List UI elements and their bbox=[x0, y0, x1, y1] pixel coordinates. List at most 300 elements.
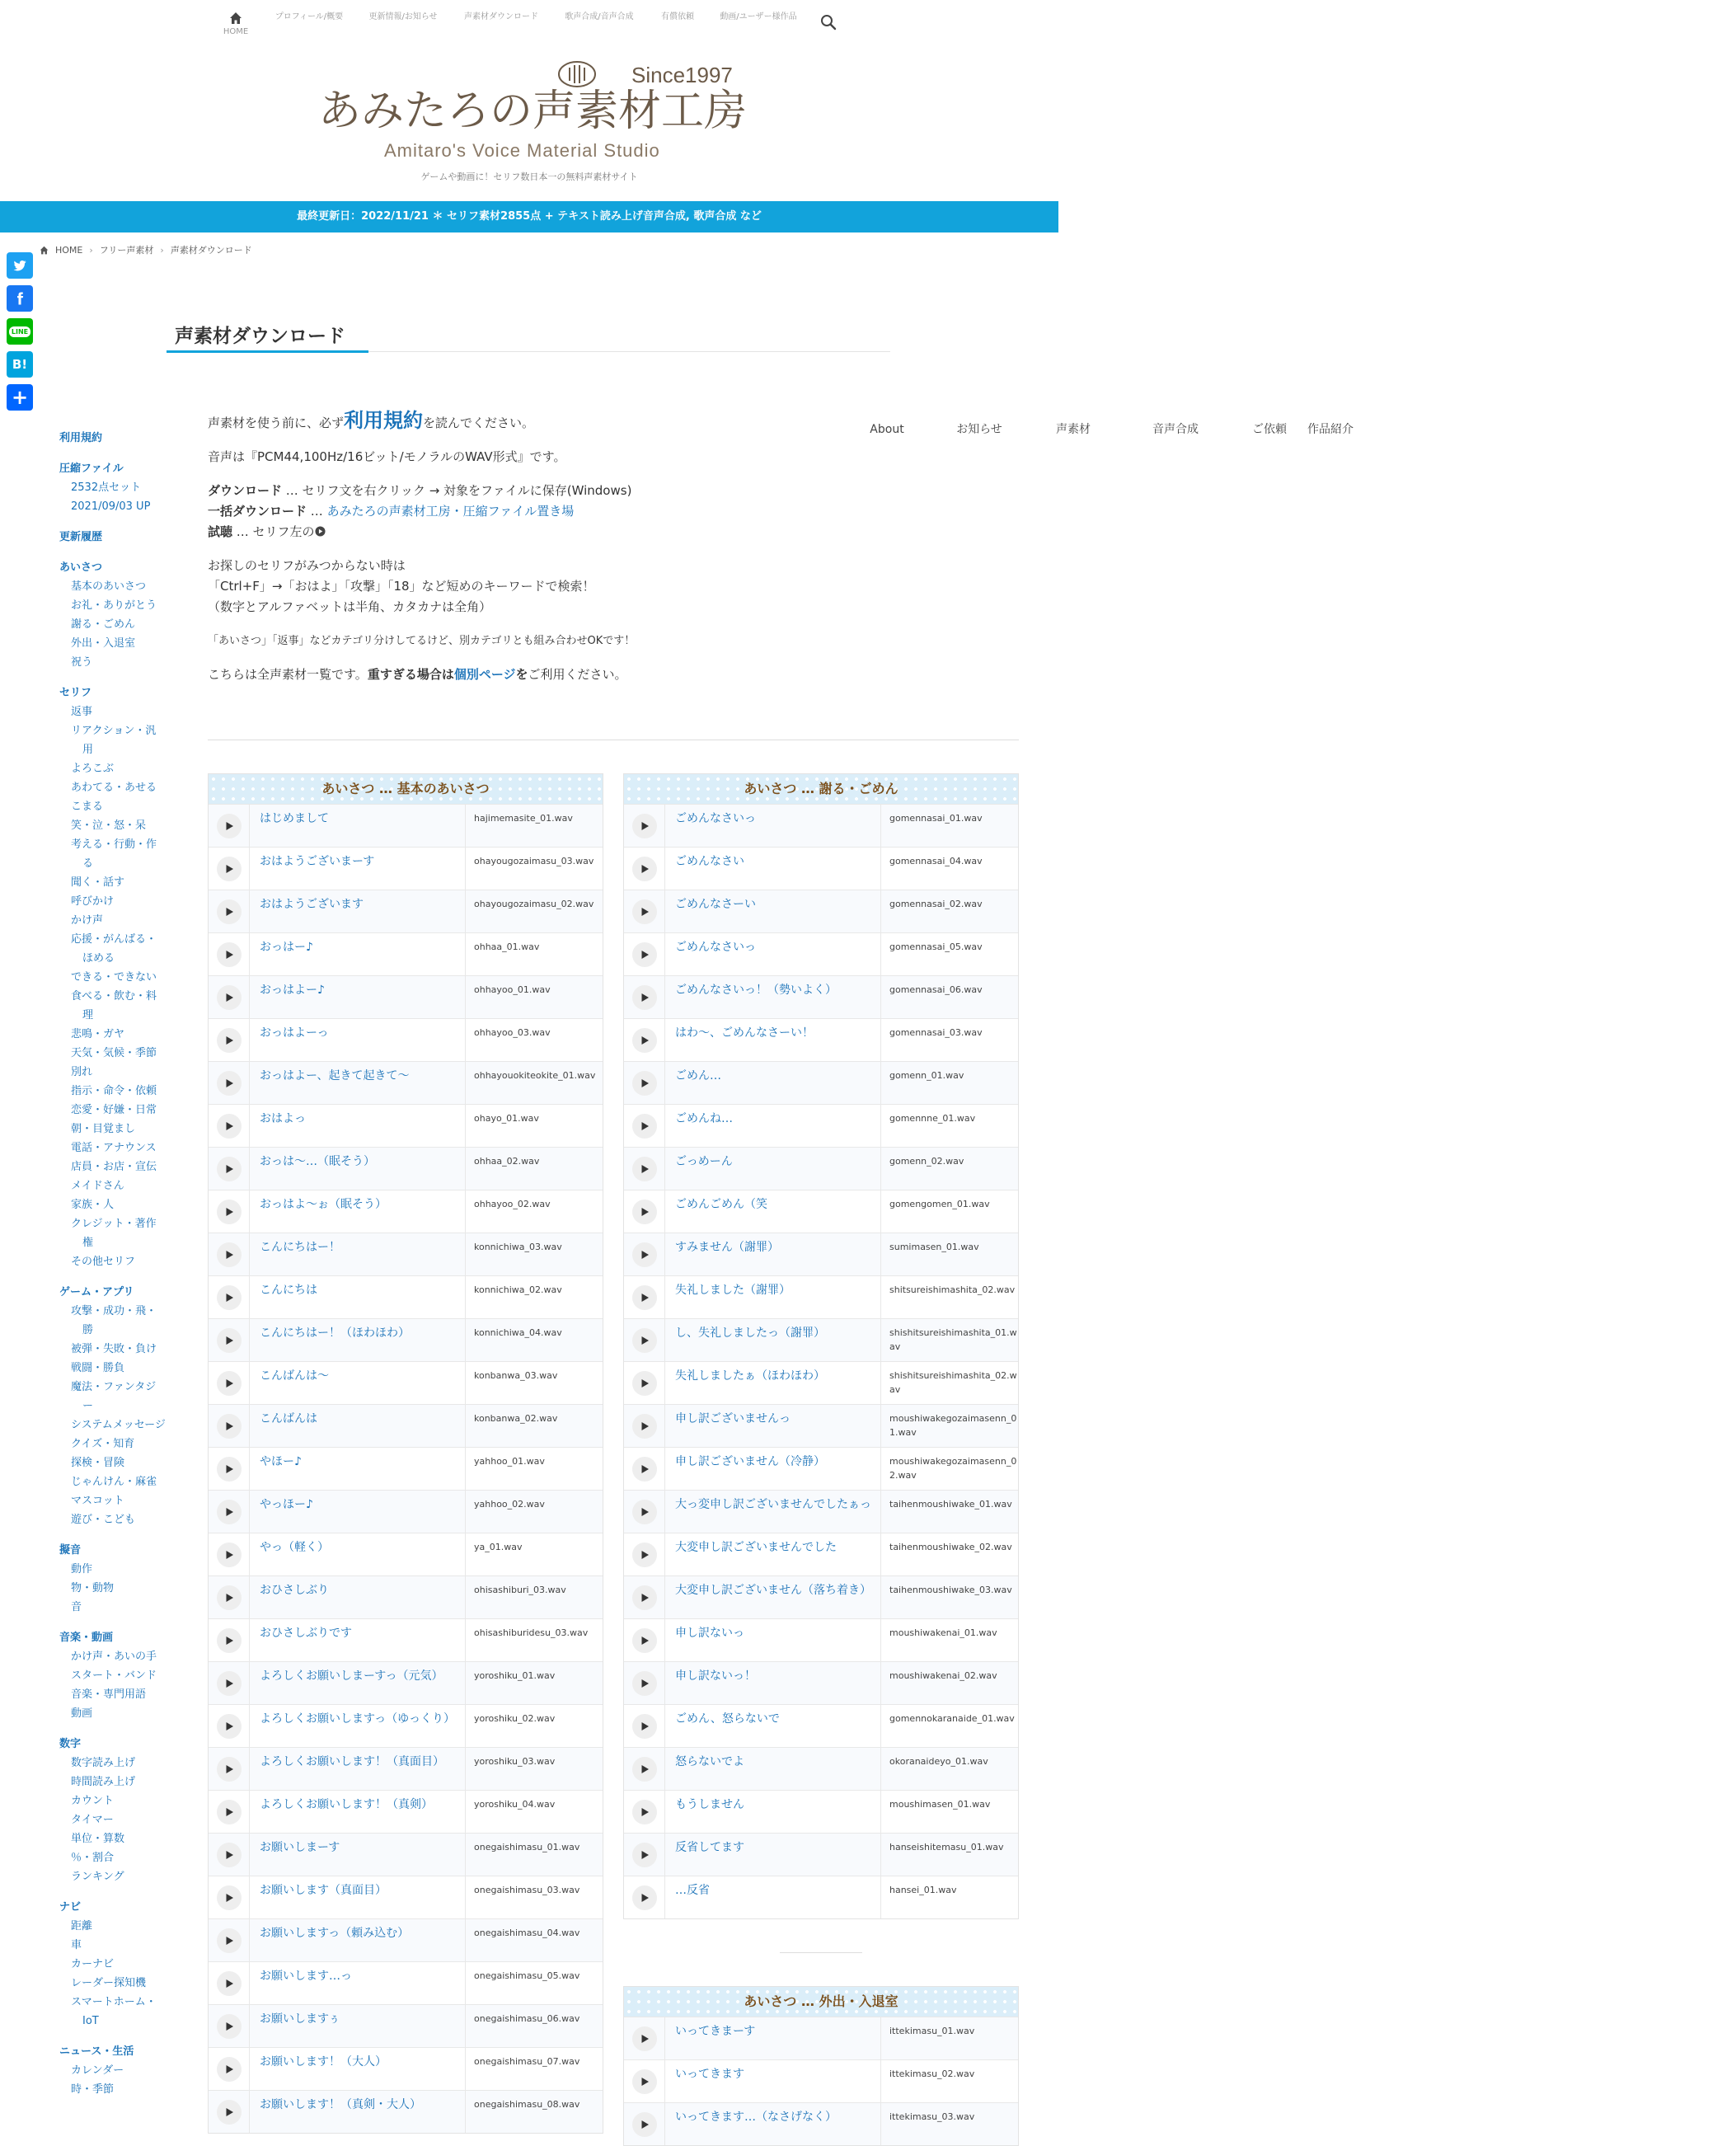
play-button[interactable] bbox=[632, 1671, 657, 1696]
voice-filename: onegaishimasu_08.wav bbox=[474, 2099, 580, 2110]
play-icon bbox=[640, 1550, 650, 1560]
play-icon bbox=[224, 1721, 234, 1731]
play-button[interactable] bbox=[217, 899, 242, 924]
play-button[interactable] bbox=[632, 1114, 657, 1139]
voice-line-link[interactable]: お願いします！（大人） bbox=[250, 2048, 466, 2090]
voice-line-link[interactable]: ごっめーん bbox=[665, 1148, 881, 1190]
table-row bbox=[624, 932, 1018, 975]
table-row bbox=[624, 1833, 1018, 1876]
play-button[interactable] bbox=[632, 1328, 657, 1353]
play-button[interactable] bbox=[632, 1885, 657, 1910]
play-button[interactable] bbox=[217, 1714, 242, 1739]
play-button[interactable] bbox=[632, 1071, 657, 1096]
play-cell bbox=[209, 933, 250, 975]
play-cell bbox=[624, 1662, 665, 1704]
nav-about-label: About bbox=[870, 423, 904, 436]
play-icon bbox=[224, 1936, 234, 1946]
voice-line-link[interactable]: おはようございます bbox=[250, 890, 466, 932]
voice-line-link[interactable]: お願いしますっ（頼み込む） bbox=[250, 1919, 466, 1961]
play-cell bbox=[624, 1362, 665, 1404]
table-row bbox=[209, 1190, 603, 1233]
play-button[interactable] bbox=[217, 1671, 242, 1696]
voice-filename: ohhaa_01.wav bbox=[474, 942, 540, 952]
play-icon bbox=[640, 1721, 650, 1731]
page-title: 声素材ダウンロード bbox=[175, 326, 345, 347]
play-icon bbox=[640, 1250, 650, 1260]
sidebar-item[interactable]: 数字読み上げ bbox=[71, 1757, 136, 1769]
sidebar-item[interactable]: よろこぶ bbox=[71, 763, 115, 775]
voice-filename: ohayougozaimasu_03.wav bbox=[474, 856, 594, 866]
sidebar-item[interactable]: 別れ bbox=[71, 1066, 93, 1078]
play-button[interactable] bbox=[632, 1414, 657, 1439]
voice-line-link[interactable]: ごめん… bbox=[665, 1062, 881, 1104]
voice-line-link[interactable]: よろしくお願いします！（真剣） bbox=[250, 1791, 466, 1833]
plus-icon: + bbox=[11, 386, 29, 409]
play-icon bbox=[224, 1764, 234, 1774]
voice-line-link[interactable]: 申し訳ございません（冷静） bbox=[665, 1448, 881, 1490]
play-button[interactable] bbox=[217, 1157, 242, 1181]
sidebar-item[interactable]: スマートホーム・IoT bbox=[71, 1996, 157, 2027]
play-button[interactable] bbox=[217, 1200, 242, 1224]
play-button[interactable] bbox=[632, 1714, 657, 1739]
voice-line-link[interactable]: いってきます bbox=[665, 2060, 881, 2102]
voice-line-link[interactable]: おっはよー、起きて起きて～ bbox=[250, 1062, 466, 1104]
sidebar-item[interactable]: 被弾・失敗・負け bbox=[71, 1343, 157, 1355]
sidebar-item[interactable]: 動作 bbox=[71, 1563, 93, 1575]
play-icon bbox=[640, 2120, 650, 2130]
table-row bbox=[209, 1147, 603, 1190]
sidebar-item[interactable]: かけ声・あいの手 bbox=[71, 1651, 157, 1663]
voice-filename: hansei_01.wav bbox=[889, 1885, 957, 1895]
sidebar-category[interactable]: 擬音 bbox=[59, 1544, 82, 1557]
sidebar-item[interactable]: 天気・気候・季節 bbox=[71, 1047, 157, 1059]
table-row bbox=[209, 1918, 603, 1961]
table-row bbox=[624, 1190, 1018, 1233]
sidebar-item[interactable]: 応援・がんばる・ほめる bbox=[71, 933, 157, 965]
voice-line-link[interactable]: おっはよーっ bbox=[250, 1019, 466, 1061]
voice-line-link[interactable]: ごめんなさいっ bbox=[665, 805, 881, 847]
nav-works-sub: 動画/ユーザー様作品 bbox=[720, 12, 797, 21]
sidebar-item[interactable]: リアクション・汎用 bbox=[71, 725, 157, 756]
play-button[interactable] bbox=[632, 1843, 657, 1867]
voice-line-link[interactable]: やほー♪ bbox=[250, 1448, 466, 1490]
voice-filename: gomennasai_01.wav bbox=[889, 813, 983, 824]
breadcrumb-free-voice[interactable]: フリー声素材 bbox=[99, 245, 154, 256]
sidebar-item[interactable]: 2532点セット bbox=[71, 481, 142, 494]
play-button[interactable] bbox=[632, 985, 657, 1010]
sidebar-category[interactable]: 数字 bbox=[59, 1738, 82, 1750]
play-icon bbox=[224, 1636, 234, 1646]
play-icon bbox=[224, 821, 234, 831]
play-button[interactable] bbox=[217, 1028, 242, 1053]
play-cell bbox=[209, 1019, 250, 1061]
voice-line-link[interactable]: こんにちはー！（ほわほわ） bbox=[250, 1319, 466, 1361]
play-button[interactable] bbox=[632, 1585, 657, 1610]
sidebar-item[interactable]: あわてる・あせる bbox=[71, 782, 157, 794]
play-button[interactable] bbox=[217, 1971, 242, 1996]
sidebar-item[interactable]: ％・割合 bbox=[71, 1852, 115, 1864]
nav-home[interactable] bbox=[219, 12, 252, 38]
sidebar-item[interactable]: 店員・お店・宣伝 bbox=[71, 1161, 157, 1173]
voice-line-link[interactable]: お願いしますぅ bbox=[250, 2005, 466, 2047]
play-button[interactable] bbox=[632, 1628, 657, 1653]
sidebar-item[interactable]: 音 bbox=[71, 1601, 82, 1613]
sidebar-item[interactable]: 家族・人 bbox=[71, 1199, 115, 1211]
play-button[interactable] bbox=[217, 814, 242, 838]
search-tip-3: （数字とアルファベットは半角、カタカナは全角） bbox=[208, 599, 492, 614]
play-button[interactable] bbox=[217, 1843, 242, 1867]
sidebar-item[interactable]: メイドさん bbox=[71, 1180, 124, 1192]
play-icon bbox=[224, 2064, 234, 2074]
voice-line-link[interactable]: 大変申し訳ございませんでした bbox=[665, 1533, 881, 1575]
table-row bbox=[624, 1490, 1018, 1533]
voice-line-link[interactable]: お願いします（真面目） bbox=[250, 1876, 466, 1918]
breadcrumb-current: 声素材ダウンロード bbox=[170, 245, 252, 256]
voice-line-link[interactable]: 申し訳ないっ bbox=[665, 1619, 881, 1661]
play-icon bbox=[224, 1336, 234, 1345]
play-button[interactable] bbox=[217, 1800, 242, 1824]
play-button[interactable] bbox=[217, 1371, 242, 1396]
voice-line-link[interactable]: 申し訳ないっ！ bbox=[665, 1662, 881, 1704]
play-icon bbox=[224, 1250, 234, 1260]
sidebar-item[interactable]: 動画 bbox=[71, 1707, 93, 1720]
voice-line-link[interactable]: ごめんなさいっ bbox=[665, 933, 881, 975]
voice-filename: yoroshiku_01.wav bbox=[474, 1670, 556, 1681]
play-button[interactable] bbox=[632, 1285, 657, 1310]
play-cell bbox=[209, 1748, 250, 1790]
sidebar-item[interactable]: かけ声 bbox=[71, 914, 104, 927]
sidebar-item[interactable]: クレジット・著作権 bbox=[71, 1218, 157, 1249]
play-button[interactable] bbox=[217, 857, 242, 881]
play-button[interactable] bbox=[217, 1242, 242, 1267]
play-cell bbox=[209, 1962, 250, 2004]
voice-line-link[interactable]: おはようございまーす bbox=[250, 848, 466, 890]
voice-line-link[interactable]: お願いします…っ bbox=[250, 1962, 466, 2004]
table-row bbox=[624, 1061, 1018, 1104]
sidebar-item[interactable]: クイズ・知育 bbox=[71, 1438, 135, 1450]
play-button[interactable] bbox=[217, 1285, 242, 1310]
sidebar-item[interactable]: 攻撃・成功・飛・勝 bbox=[71, 1305, 157, 1336]
sidebar-item[interactable]: 魔法・ファンタジー bbox=[71, 1381, 157, 1412]
sidebar-item[interactable]: スタート・バンド bbox=[71, 1669, 157, 1682]
play-button[interactable] bbox=[632, 1757, 657, 1782]
sidebar-category[interactable]: ニュース・生活 bbox=[59, 2045, 134, 2058]
sidebar-item[interactable]: 音楽・専門用語 bbox=[71, 1688, 147, 1701]
voice-line-link[interactable]: はじめまして bbox=[250, 805, 466, 847]
search-icon[interactable] bbox=[819, 13, 838, 31]
sidebar-item[interactable]: カレンダー bbox=[71, 2064, 124, 2077]
sidebar-item[interactable]: 朝・目覚まし bbox=[71, 1123, 136, 1135]
voice-filename: onegaishimasu_01.wav bbox=[474, 1842, 580, 1853]
sidebar-category[interactable]: ゲーム・アプリ bbox=[59, 1286, 134, 1298]
sidebar-item[interactable]: 車 bbox=[71, 1939, 82, 1951]
play-button[interactable] bbox=[632, 814, 657, 838]
play-cell bbox=[209, 1791, 250, 1833]
sidebar-item[interactable]: 悲鳴・ガヤ bbox=[71, 1028, 125, 1040]
sidebar-category[interactable]: ナビ bbox=[59, 1901, 82, 1914]
table-row bbox=[209, 932, 603, 975]
voice-line-link[interactable]: いってきます…（なさげなく） bbox=[665, 2103, 881, 2145]
sidebar-item[interactable]: じゃんけん・麻雀 bbox=[71, 1476, 157, 1488]
table-row bbox=[209, 847, 603, 890]
play-icon bbox=[640, 1807, 650, 1817]
play-cell bbox=[209, 1276, 250, 1318]
nav-request-label: ご依頼 bbox=[1252, 423, 1287, 436]
play-button[interactable] bbox=[632, 1457, 657, 1482]
play-button[interactable] bbox=[217, 1757, 242, 1782]
play-button[interactable] bbox=[217, 985, 242, 1010]
play-button[interactable] bbox=[217, 1114, 242, 1139]
voice-line-link[interactable]: 反省してます bbox=[665, 1834, 881, 1876]
play-icon bbox=[640, 1764, 650, 1774]
sidebar-item[interactable]: こまる bbox=[71, 801, 104, 813]
sidebar-item[interactable]: マスコット bbox=[71, 1495, 124, 1507]
sidebar-item[interactable]: 食べる・飲む・料理 bbox=[71, 990, 157, 1021]
play-button[interactable] bbox=[217, 1543, 242, 1567]
voice-line-link[interactable]: おっは～…（眠そう） bbox=[250, 1148, 466, 1190]
voice-filename: ittekimasu_01.wav bbox=[889, 2026, 975, 2036]
voice-line-link[interactable]: し、失礼しましたっ（謝罪） bbox=[665, 1319, 881, 1361]
voice-line-link[interactable]: こんばんは～ bbox=[250, 1362, 466, 1404]
sidebar-item[interactable]: 祝う bbox=[71, 656, 93, 669]
table-row bbox=[624, 1618, 1018, 1661]
voice-line-link[interactable]: …反省 bbox=[665, 1876, 881, 1918]
table-row bbox=[209, 804, 603, 847]
sidebar-item[interactable]: レーダー探知機 bbox=[71, 1977, 147, 1989]
table-row bbox=[624, 1704, 1018, 1747]
breadcrumb-home[interactable]: HOME bbox=[55, 244, 83, 256]
voice-filename: gomennasai_05.wav bbox=[889, 942, 983, 952]
voice-filename: ohayo_01.wav bbox=[474, 1113, 539, 1124]
voice-line-link[interactable]: お願いしまーす bbox=[250, 1834, 466, 1876]
voice-filename: moushiwakenai_01.wav bbox=[889, 1627, 997, 1638]
play-button[interactable] bbox=[632, 942, 657, 967]
play-cell bbox=[209, 1576, 250, 1618]
sidebar-category[interactable]: 更新履歴 bbox=[59, 531, 103, 543]
play-button[interactable] bbox=[217, 1328, 242, 1353]
voice-line-link[interactable]: 大変申し訳ございません（落ち着き） bbox=[665, 1576, 881, 1618]
sidebar-item[interactable]: 考える・行動・作る bbox=[71, 838, 157, 870]
terms-link[interactable]: 利用規約 bbox=[344, 409, 424, 432]
sidebar-item[interactable]: 笑・泣・怒・呆 bbox=[71, 819, 147, 832]
voice-line-link[interactable]: すみません（謝罪） bbox=[665, 1233, 881, 1275]
voice-line-link[interactable]: お願いします！（真剣・大人） bbox=[250, 2091, 466, 2133]
addtoany-share-button[interactable] bbox=[7, 384, 33, 411]
table-row bbox=[209, 1490, 603, 1533]
sidebar-item[interactable]: システムメッセージ bbox=[71, 1419, 166, 1431]
play-button[interactable] bbox=[217, 1500, 242, 1524]
table-row bbox=[209, 1447, 603, 1490]
individual-page-link[interactable]: 個別ページ bbox=[453, 667, 516, 682]
table-body bbox=[209, 804, 603, 2133]
table-row bbox=[624, 1018, 1018, 1061]
voice-filename: sumimasen_01.wav bbox=[889, 1242, 979, 1252]
play-button[interactable] bbox=[217, 1628, 242, 1653]
voice-line-link[interactable]: おっはよ～ぉ（眠そう） bbox=[250, 1190, 466, 1233]
play-cell bbox=[209, 1662, 250, 1704]
play-button[interactable] bbox=[632, 1800, 657, 1824]
play-button[interactable] bbox=[217, 1071, 242, 1096]
sidebar-item[interactable]: その他セリフ bbox=[71, 1256, 136, 1268]
hatena-share-button[interactable] bbox=[7, 351, 33, 378]
play-cell bbox=[624, 1834, 665, 1876]
voice-line-link[interactable]: ごめん、怒らないで bbox=[665, 1705, 881, 1747]
play-button[interactable] bbox=[632, 1371, 657, 1396]
line-icon: LINE bbox=[9, 326, 30, 337]
voice-line-link[interactable]: よろしくお願いしますっ（ゆっくり） bbox=[250, 1705, 466, 1747]
play-icon bbox=[224, 1807, 234, 1817]
voice-filename: yahhoo_01.wav bbox=[474, 1456, 545, 1467]
voice-line-link[interactable]: いってきまーす bbox=[665, 2017, 881, 2059]
sidebar-item[interactable]: 謝る・ごめん bbox=[71, 618, 136, 631]
list-note-bold: 重すぎる場合は bbox=[367, 667, 454, 682]
line-share-button[interactable] bbox=[7, 318, 33, 345]
play-circle-icon bbox=[315, 526, 326, 537]
voice-line-link[interactable]: ごめんなさい bbox=[665, 848, 881, 890]
facebook-share-button[interactable] bbox=[7, 285, 33, 312]
play-icon bbox=[224, 1850, 234, 1860]
sidebar-item[interactable]: 時・季節 bbox=[71, 2083, 115, 2096]
play-button[interactable] bbox=[217, 942, 242, 967]
play-button[interactable] bbox=[632, 2112, 657, 2137]
play-icon bbox=[224, 907, 234, 917]
table-row bbox=[209, 1961, 603, 2004]
voice-line-link[interactable]: おっはー♪ bbox=[250, 933, 466, 975]
voice-line-link[interactable]: ごめんなさいっ！（勢いよく） bbox=[665, 976, 881, 1018]
bulk-download-link[interactable]: あみたろの声素材工房・圧縮ファイル置き場 bbox=[326, 504, 575, 519]
voice-filename: yahhoo_02.wav bbox=[474, 1499, 545, 1510]
table-row bbox=[624, 1404, 1018, 1447]
sidebar-category[interactable]: セリフ bbox=[59, 687, 92, 699]
voice-filename: ohhayoo_01.wav bbox=[474, 984, 551, 995]
play-button[interactable] bbox=[217, 2100, 242, 2125]
voice-line-link[interactable]: ごめんね… bbox=[665, 1105, 881, 1147]
sidebar-item[interactable]: 戦闘・勝負 bbox=[71, 1362, 125, 1374]
sidebar-item[interactable]: カーナビ bbox=[71, 1958, 115, 1970]
sidebar-item[interactable]: 遊び・こども bbox=[71, 1514, 136, 1526]
play-button[interactable] bbox=[217, 1585, 242, 1610]
voice-line-link[interactable]: もうしません bbox=[665, 1791, 881, 1833]
voice-line-link[interactable]: 失礼しました（謝罪） bbox=[665, 1276, 881, 1318]
play-icon bbox=[224, 1979, 234, 1989]
sidebar-category[interactable]: あいさつ bbox=[59, 561, 103, 574]
sidebar-item[interactable]: 聞く・話す bbox=[71, 876, 125, 889]
voice-line-link[interactable]: おひさしぶりです bbox=[250, 1619, 466, 1661]
voice-line-link[interactable]: やっ（軽く） bbox=[250, 1533, 466, 1575]
sidebar-category[interactable]: 音楽・動画 bbox=[59, 1632, 114, 1644]
sidebar-item[interactable]: 指示・命令・依頼 bbox=[71, 1085, 157, 1097]
voice-line-link[interactable]: はわ～、ごめんなさーい！ bbox=[665, 1019, 881, 1061]
table-row bbox=[209, 2004, 603, 2047]
play-button[interactable] bbox=[217, 1928, 242, 1953]
voice-line-link[interactable]: こんにちはー！ bbox=[250, 1233, 466, 1275]
sidebar-item[interactable]: カウント bbox=[71, 1795, 115, 1807]
play-cell bbox=[624, 1619, 665, 1661]
sidebar-item[interactable]: 恋愛・好嫌・日常 bbox=[71, 1104, 157, 1116]
sidebar-item[interactable]: 物・動物 bbox=[71, 1582, 115, 1594]
sidebar-item[interactable]: 単位・算数 bbox=[71, 1833, 125, 1845]
play-cell bbox=[624, 1062, 665, 1104]
sidebar-item[interactable]: 時間読み上げ bbox=[71, 1776, 136, 1788]
voice-line-link[interactable]: おっはよー♪ bbox=[250, 976, 466, 1018]
voice-line-link[interactable]: おはよっ bbox=[250, 1105, 466, 1147]
play-icon bbox=[640, 1421, 650, 1431]
sidebar-item[interactable]: ランキング bbox=[71, 1871, 124, 1883]
sidebar-item[interactable]: 呼びかけ bbox=[71, 895, 115, 908]
sidebar-item[interactable]: 2021/09/03 UP bbox=[71, 500, 151, 513]
sidebar-item[interactable]: できる・できない bbox=[71, 971, 157, 984]
play-button[interactable] bbox=[632, 899, 657, 924]
voice-line-link[interactable]: おひさしぶり bbox=[250, 1576, 466, 1618]
play-button[interactable] bbox=[217, 2057, 242, 2082]
search-tip-2: 「Ctrl+F」→「おはよ」「攻撃」「18」など短めのキーワードで検索！ bbox=[208, 579, 595, 594]
play-button[interactable] bbox=[217, 2014, 242, 2039]
table-row bbox=[624, 1661, 1018, 1704]
play-button[interactable] bbox=[632, 1543, 657, 1567]
voice-filename: konnichiwa_04.wav bbox=[474, 1327, 562, 1338]
sidebar-category[interactable]: 利用規約 bbox=[59, 432, 103, 444]
voice-line-link[interactable]: こんばんは bbox=[250, 1405, 466, 1447]
play-button[interactable] bbox=[632, 1500, 657, 1524]
sidebar-item[interactable]: 探検・冒険 bbox=[71, 1457, 125, 1469]
play-button[interactable] bbox=[632, 1157, 657, 1181]
list-note-post: ご利用ください。 bbox=[528, 667, 627, 682]
sidebar-item[interactable]: 返事 bbox=[71, 706, 93, 718]
nav-request-sub: 有償依頼 bbox=[661, 12, 694, 21]
twitter-share-button[interactable] bbox=[7, 252, 33, 279]
play-button[interactable] bbox=[632, 857, 657, 881]
voice-line-link[interactable]: ごめんなさーい bbox=[665, 890, 881, 932]
table-row bbox=[624, 1104, 1018, 1147]
play-button[interactable] bbox=[217, 1457, 242, 1482]
voice-line-link[interactable]: やっほー♪ bbox=[250, 1491, 466, 1533]
play-button[interactable] bbox=[632, 2026, 657, 2051]
site-logo[interactable] bbox=[318, 58, 747, 170]
voice-line-link[interactable]: 申し訳ございませんっ bbox=[665, 1405, 881, 1447]
voice-line-link[interactable]: 怒らないでよ bbox=[665, 1748, 881, 1790]
voice-line-link[interactable]: よろしくお願いします！（真面目） bbox=[250, 1748, 466, 1790]
voice-line-link[interactable]: ごめんごめん（笑 bbox=[665, 1190, 881, 1233]
play-cell bbox=[209, 2048, 250, 2090]
sidebar-item[interactable]: 距離 bbox=[71, 1920, 93, 1932]
update-bar: 最終更新日：2022/11/21 ＊ セリフ素材2855点 + テキスト読み上げ音声合成, 歌声合成 など bbox=[0, 201, 1058, 232]
terms-notice-post: を読んでください。 bbox=[423, 416, 535, 430]
table-row bbox=[624, 1233, 1018, 1275]
sidebar-item[interactable]: 電話・アナウンス bbox=[71, 1142, 157, 1154]
sidebar-category[interactable]: 圧縮ファイル bbox=[59, 463, 124, 475]
play-button[interactable] bbox=[632, 1200, 657, 1224]
play-button[interactable] bbox=[217, 1885, 242, 1910]
play-button[interactable] bbox=[632, 1242, 657, 1267]
sidebar-item[interactable]: タイマー bbox=[71, 1814, 114, 1826]
voice-filename: ya_01.wav bbox=[474, 1542, 523, 1552]
table-row bbox=[209, 1361, 603, 1404]
voice-line-link[interactable]: よろしくお願いしまーすっ（元気） bbox=[250, 1662, 466, 1704]
play-button[interactable] bbox=[632, 1028, 657, 1053]
sidebar-item[interactable]: 基本のあいさつ bbox=[71, 580, 147, 593]
play-button[interactable] bbox=[217, 1414, 242, 1439]
voice-line-link[interactable]: こんにちは bbox=[250, 1276, 466, 1318]
sidebar-item[interactable]: お礼・ありがとう bbox=[71, 599, 157, 612]
voice-line-link[interactable]: 失礼しましたぁ（ほわほわ） bbox=[665, 1362, 881, 1404]
play-cell bbox=[209, 976, 250, 1018]
play-icon bbox=[224, 1078, 234, 1088]
voice-line-link[interactable]: 大っ変申し訳ございませんでしたぁっ bbox=[665, 1491, 881, 1533]
sidebar-item[interactable]: 外出・入退室 bbox=[71, 637, 136, 650]
play-button[interactable] bbox=[632, 2069, 657, 2094]
play-icon bbox=[224, 1464, 234, 1474]
terms-notice-pre: 声素材を使う前に、必ず bbox=[208, 416, 345, 430]
